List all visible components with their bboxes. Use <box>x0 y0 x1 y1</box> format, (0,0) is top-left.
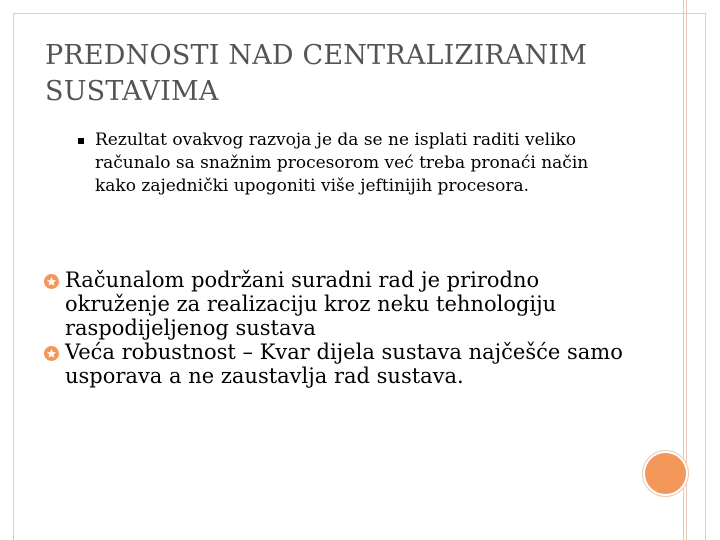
sub-bullet-text: Rezultat ovakvog razvoja je da se ne isplati raditi veliko računalo sa snažnim procesorom već treba pronaći način kako zajednički upogoniti više jeftinijih procesora. <box>95 130 589 196</box>
bullet-item <box>44 268 644 340</box>
bullet-text: Veća robustnost – Kvar dijela sustava najčešće samo usporava a ne zaustavlja rad sustava. <box>65 340 623 388</box>
accent-line <box>683 0 687 540</box>
square-bullet-icon <box>78 138 84 144</box>
star-icon <box>44 274 59 289</box>
bullet-item <box>44 340 644 388</box>
slide-title: PREDNOSTI NAD CENTRALIZIRANIM SUSTAVIMA <box>45 40 588 107</box>
bullet-text: Računalom podržani suradni rad je prirodno okruženje za realizaciju kroz neku tehnologiju raspodijeljenog sustava <box>65 268 557 340</box>
sub-bullet <box>78 129 638 198</box>
accent-circle <box>643 451 688 496</box>
star-icon <box>44 346 59 361</box>
bullet-list <box>44 268 644 388</box>
